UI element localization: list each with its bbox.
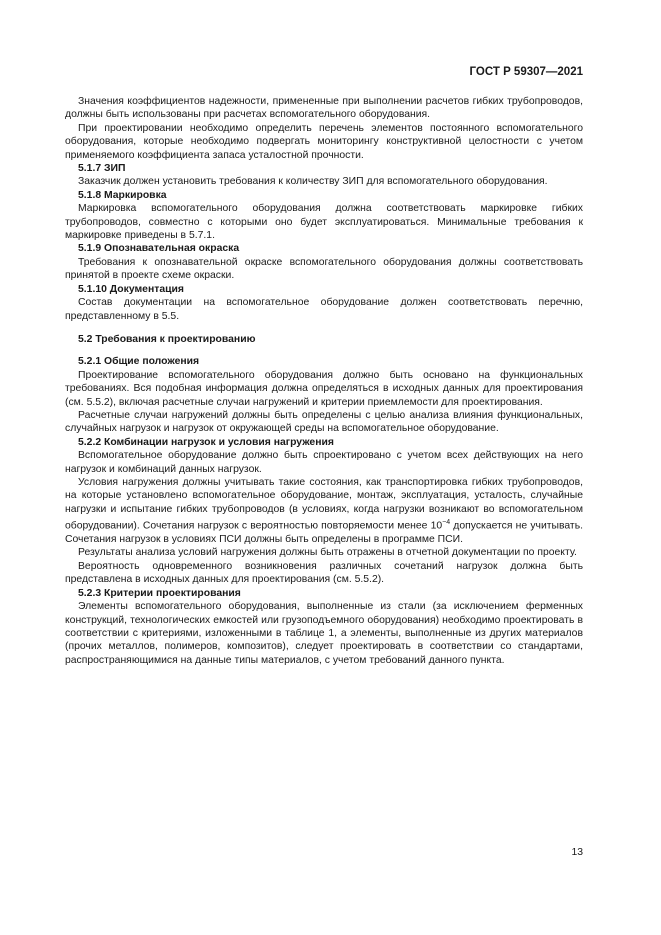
section-heading: 5.2.1 Общие положения <box>78 356 200 368</box>
paragraph-text: Условия нагружения должны учитывать такие состояния, как транспортировка гибких трубопроводов, на которые установлено вспомогательное оборудование, монтаж, эксплуатация, усталость, случайные нагрузки и испытание гибких трубопроводов (в условиях, когда нагрузки возникают во вспомогательном оборудовании). Сочетания нагрузок с вероятностью повторяемости менее 10 <box>65 476 583 532</box>
body-paragraph: Проектирование вспомогательного оборудования должно быть основано на функциональных требованиях. Вся подобная информация должна определяться в исходных данных для проектирования (см. 5.5.2), включая расчетные случаи нагружений и критерии приемлемости для проектирования. <box>65 369 583 408</box>
body-paragraph: Требования к опознавательной окраске вспомогательного оборудования должны соответствовать принятой в проекте схеме окраски. <box>65 256 583 282</box>
section-heading: 5.2.3 Критерии проектирования <box>78 587 241 599</box>
section-heading: 5.1.7 ЗИП <box>78 163 126 175</box>
section-title: 5.2 Требования к проектированию <box>78 333 256 345</box>
body-paragraph: Вероятность одновременного возникновения различных сочетаний нагрузок должна быть представлена в исходных данных для проектирования (см. 5.5.2). <box>65 560 583 586</box>
body-paragraph: Состав документации на вспомогательное оборудование должен соответствовать перечню, представленному в 5.5. <box>65 297 583 322</box>
body-paragraph: Маркировка вспомогательного оборудования должна соответствовать маркировке гибких трубопроводов, совместно с которыми оно будет эксплуатироваться. Минимальные требования к маркировке приведены в 5.7.1. <box>65 203 583 242</box>
body-paragraph: Значения коэффициентов надежности, примененные при выполнении расчетов гибких трубопроводов, должны быть использованы при расчетах вспомогательного оборудования. <box>65 96 583 121</box>
body-paragraph: Расчетные случаи нагружений должны быть определены с целью анализа влияния функциональных, случайных нагрузок и нагрузок от окружающей среды на вспомогательное оборудование. <box>65 409 583 435</box>
body-paragraph <box>65 476 583 547</box>
exponent: −4 <box>442 519 451 527</box>
section-heading: 5.1.8 Маркировка <box>78 189 167 201</box>
body-paragraph: Элементы вспомогательного оборудования, выполненные из стали (за исключением ферменных конструкций, технологических емкостей или грузоподъемного оборудования) необходимо проектировать в соответствии с критериями, изложенными в таблице 1, а элементы, выполненные из других материалов (прочих металлов, полимеров, композитов), следует проектировать в соответствии со стандартами, распространяющимися на данные типы материалов, с учетом требований данного пункта. <box>65 601 583 666</box>
document-id: ГОСТ Р 59307—2021 <box>469 66 583 78</box>
body-paragraph: Результаты анализа условий нагружения должны быть отражены в отчетной документации по проекту. <box>78 547 577 559</box>
body-paragraph: Заказчик должен установить требования к количеству ЗИП для вспомогательного оборудования. <box>78 176 548 188</box>
body-paragraph: Вспомогательное оборудование должно быть спроектировано с учетом всех действующих на него нагрузок и комбинаций данных нагрузок. <box>65 450 583 475</box>
paragraph-text: допускается не учитывать. Сочетания нагрузок в условиях ПСИ должны быть определены в программе ПСИ. <box>65 520 583 546</box>
section-heading: 5.1.10 Документация <box>78 283 184 295</box>
document-body <box>65 95 583 667</box>
page-number: 13 <box>571 847 583 858</box>
body-paragraph: При проектировании необходимо определить перечень элементов постоянного вспомогательного оборудования, которые необходимо подвергать мониторингу конструктивной целостности с учетом применяемого коэффициента запаса усталостной прочности. <box>65 122 583 161</box>
section-heading: 5.1.9 Опознавательная окраска <box>78 243 240 255</box>
section-heading: 5.2.2 Комбинации нагрузок и условия нагружения <box>78 436 334 448</box>
